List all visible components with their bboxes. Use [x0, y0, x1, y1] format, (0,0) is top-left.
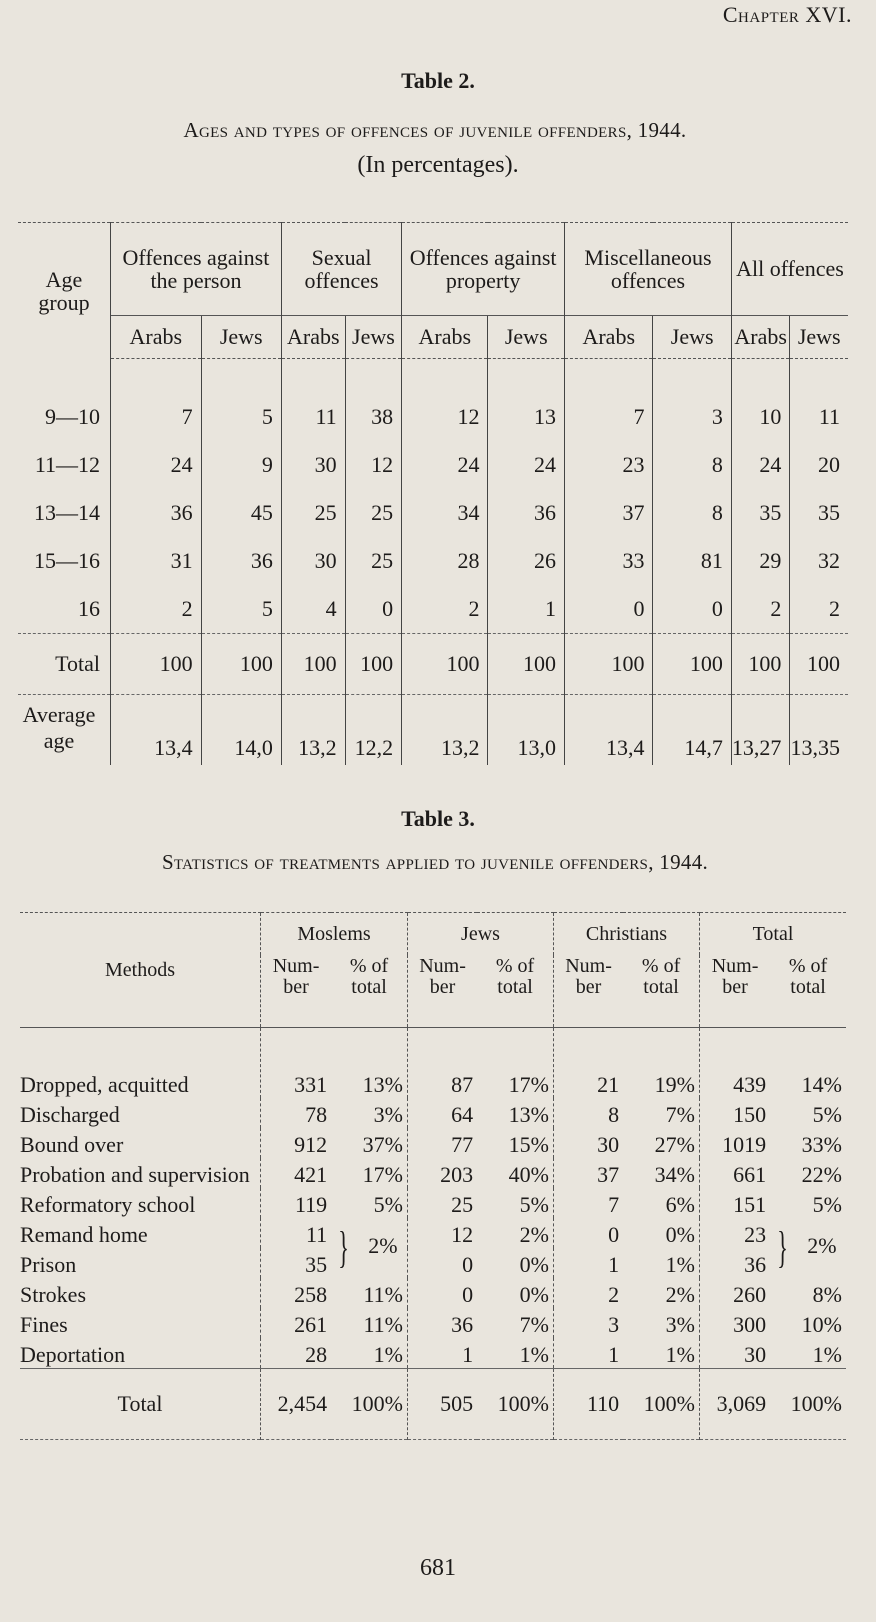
value-cell: 25 [407, 1188, 477, 1218]
sub-header: Num-ber [407, 955, 477, 1028]
value-cell: 81 [653, 537, 731, 585]
value-cell: 38 [345, 359, 402, 442]
value-cell: 22% [801, 1162, 842, 1187]
value-cell: 13,0 [488, 695, 565, 766]
table-row [18, 585, 848, 634]
value-cell: 11% [363, 1312, 403, 1337]
value-cell: 35 [261, 1248, 332, 1278]
value-cell: 87 [407, 1028, 477, 1099]
value-cell: 26 [488, 537, 565, 585]
age-group-cell: 9—10 [45, 403, 100, 429]
chapter-heading: Chapter XVI. [722, 2, 852, 27]
value-cell: 2 [553, 1278, 623, 1308]
sub-header: Jews [790, 316, 848, 359]
value-cell: 13,4 [111, 695, 202, 766]
total-row [18, 634, 848, 695]
table-row [18, 441, 848, 489]
value-cell: 11 [790, 359, 848, 442]
sub-header: Arabs [565, 316, 653, 359]
value-cell: 1 [488, 585, 565, 634]
group-header: Sexual offences [281, 223, 401, 316]
value-cell: 36 [201, 537, 281, 585]
rule [20, 1440, 846, 1443]
value-text: 2% [368, 1233, 398, 1259]
value-cell: 9 [201, 441, 281, 489]
value-cell: 0 [407, 1248, 477, 1278]
value-cell: 258 [261, 1278, 332, 1308]
value-cell: 7% [519, 1312, 549, 1337]
group-header: Moslems [261, 913, 408, 956]
value-cell: 40% [508, 1162, 549, 1187]
value-cell: 11% [363, 1282, 403, 1307]
value-cell: 11 [281, 359, 345, 442]
value-cell: 8 [653, 489, 731, 537]
value-cell: 25 [281, 489, 345, 537]
value-cell: 2% [665, 1282, 695, 1307]
value-cell: 100 [731, 634, 790, 695]
method-cell: Reformatory school [20, 1192, 196, 1217]
value-cell: 30 [281, 441, 345, 489]
row-label: Total [20, 1369, 261, 1440]
value-cell: 23 [565, 441, 653, 489]
value-cell: 100 [488, 634, 565, 695]
value-cell: 5 [201, 585, 281, 634]
table-3-label: Table 3. [401, 806, 475, 831]
table-row [20, 1128, 846, 1158]
value-cell: 912 [261, 1128, 332, 1158]
value-cell: 5 [201, 359, 281, 442]
group-header: Total [700, 913, 847, 956]
value-cell: 100 [201, 634, 281, 695]
value-cell [770, 1218, 846, 1278]
method-cell: Probation and supervision [20, 1162, 250, 1187]
value-cell: 35 [731, 489, 790, 537]
value-cell: 1% [665, 1342, 695, 1367]
value-cell: 36 [700, 1248, 771, 1278]
sub-header: % of total [770, 955, 846, 1028]
value-cell: 203 [407, 1158, 477, 1188]
table-2-title: Ages and types of offences of juvenile offenders, 1944. [183, 118, 687, 142]
sub-header: % of total [331, 955, 407, 1028]
group-header: Offences against property [402, 223, 565, 316]
sub-header: Arabs [402, 316, 488, 359]
value-cell: 17% [508, 1072, 549, 1097]
total-row [20, 1369, 846, 1440]
value-cell: 3 [653, 359, 731, 442]
value-cell: 13,4 [565, 695, 653, 766]
table-row [20, 1278, 846, 1308]
table-row [20, 1028, 846, 1099]
value-cell: 13,27 [731, 695, 790, 766]
value-cell: 14,0 [201, 695, 281, 766]
age-group-cell: 16 [78, 596, 100, 621]
value-cell: 32 [790, 537, 848, 585]
value-cell: 7 [111, 359, 202, 442]
group-header: Miscellaneous offences [565, 223, 732, 316]
value-cell: 28 [261, 1338, 332, 1369]
value-cell: 100 [345, 634, 402, 695]
table-3-title: Statistics of treatments applied to juvenile offenders, 1944. [161, 850, 709, 874]
juvenile-treatments-table [20, 912, 846, 1442]
value-cell: 110 [553, 1369, 623, 1440]
value-cell: 78 [261, 1098, 332, 1128]
row-label: Total [18, 634, 111, 695]
value-cell: 100 [402, 634, 488, 695]
value-cell: 37 [553, 1158, 623, 1188]
value-cell: 24 [488, 441, 565, 489]
method-cell: Fines [20, 1312, 68, 1337]
value-cell: 5% [812, 1192, 842, 1217]
value-cell: 37% [362, 1132, 403, 1157]
value-text: 2% [807, 1233, 837, 1259]
sub-header: Num-ber [700, 955, 771, 1028]
value-cell: 2 [790, 585, 848, 634]
value-cell: 12,2 [345, 695, 402, 766]
value-cell: 27% [654, 1132, 695, 1157]
value-cell: 20 [790, 441, 848, 489]
value-cell: 13% [362, 1072, 403, 1097]
value-cell: 34 [402, 489, 488, 537]
value-cell: 0 [653, 585, 731, 634]
method-cell: Remand home [20, 1222, 148, 1247]
table-row [20, 1218, 846, 1248]
value-cell: 260 [700, 1278, 771, 1308]
value-cell: 300 [700, 1308, 771, 1338]
value-cell: 7 [553, 1188, 623, 1218]
value-cell: 24 [111, 441, 202, 489]
value-cell: 1% [373, 1342, 403, 1367]
value-cell: 0 [553, 1218, 623, 1248]
value-cell: 29 [731, 537, 790, 585]
value-cell: 1 [553, 1338, 623, 1369]
row-label: Average age [18, 695, 111, 766]
table-row [18, 537, 848, 585]
value-cell: 1 [407, 1338, 477, 1369]
value-cell: 8% [812, 1282, 842, 1307]
value-cell: 3% [373, 1102, 403, 1127]
value-cell: 119 [261, 1188, 332, 1218]
value-cell: 1% [519, 1342, 549, 1367]
value-cell: 19% [654, 1072, 695, 1097]
value-cell: 421 [261, 1158, 332, 1188]
value-cell: 2% [519, 1222, 549, 1247]
value-cell: 13,2 [402, 695, 488, 766]
value-cell: 100% [477, 1369, 553, 1440]
value-cell: 33 [565, 537, 653, 585]
value-cell: 1% [812, 1342, 842, 1367]
value-cell: 3,069 [700, 1369, 771, 1440]
value-cell: 36 [111, 489, 202, 537]
value-cell: 150 [700, 1098, 771, 1128]
value-cell: 331 [261, 1028, 332, 1099]
value-cell: 8 [653, 441, 731, 489]
value-cell: 0 [407, 1278, 477, 1308]
sub-header: % of total [477, 955, 553, 1028]
method-cell: Dropped, acquitted [20, 1072, 189, 1097]
sub-header: Jews [653, 316, 731, 359]
method-cell: Discharged [20, 1102, 120, 1127]
value-cell: 0% [519, 1282, 549, 1307]
method-cell: Bound over [20, 1132, 124, 1157]
value-cell: 15% [508, 1132, 549, 1157]
value-cell: 505 [407, 1369, 477, 1440]
value-cell: 261 [261, 1308, 332, 1338]
table-row [20, 1098, 846, 1128]
value-cell: 100% [331, 1369, 407, 1440]
value-cell: 7 [565, 359, 653, 442]
value-cell: 14% [801, 1072, 842, 1097]
value-cell: 10% [801, 1312, 842, 1337]
value-cell: 0% [665, 1222, 695, 1247]
value-cell: 36 [407, 1308, 477, 1338]
value-cell: 100 [653, 634, 731, 695]
value-cell: 30 [700, 1338, 771, 1369]
group-header: Christians [553, 913, 699, 956]
value-cell: 12 [402, 359, 488, 442]
value-cell: 1% [665, 1252, 695, 1277]
methods-header: Methods [20, 913, 261, 1028]
value-cell: 100 [281, 634, 345, 695]
value-cell: 3 [553, 1308, 623, 1338]
value-cell: 12 [345, 441, 402, 489]
value-cell: 14,7 [653, 695, 731, 766]
value-cell: 24 [402, 441, 488, 489]
value-cell: 64 [407, 1098, 477, 1128]
sub-header: Arabs [281, 316, 345, 359]
value-cell: 37 [565, 489, 653, 537]
value-cell: 36 [488, 489, 565, 537]
age-group-header: Age group [18, 223, 111, 359]
group-header: All offences [731, 223, 848, 316]
table-row [18, 359, 848, 442]
table-row [18, 489, 848, 537]
table-row [20, 1188, 846, 1218]
value-cell: 439 [700, 1028, 771, 1099]
value-cell: 5% [373, 1192, 403, 1217]
value-cell: 25 [345, 489, 402, 537]
value-cell: 30 [553, 1128, 623, 1158]
value-cell: 5% [519, 1192, 549, 1217]
sub-header: Jews [345, 316, 402, 359]
table-bottom-rule [20, 1440, 846, 1443]
value-cell: 661 [700, 1158, 771, 1188]
age-group-cell: 13—14 [34, 500, 100, 525]
value-cell: 12 [407, 1218, 477, 1248]
value-cell: 77 [407, 1128, 477, 1158]
sub-header: Jews [201, 316, 281, 359]
sub-header: Num-ber [261, 955, 332, 1028]
table-2-subtitle: (In percentages). [357, 152, 519, 178]
table-row [20, 1338, 846, 1369]
value-cell: 45 [201, 489, 281, 537]
value-cell: 34% [654, 1162, 695, 1187]
value-cell: 5% [812, 1102, 842, 1127]
value-cell: 7% [665, 1102, 695, 1127]
value-cell: 100 [111, 634, 202, 695]
value-cell: 11 [261, 1218, 332, 1248]
table-2-label: Table 2. [401, 68, 475, 93]
value-cell: 2,454 [261, 1369, 332, 1440]
value-cell: 0 [345, 585, 402, 634]
value-cell: 35 [790, 489, 848, 537]
value-cell: 13,2 [281, 695, 345, 766]
sub-header: % of total [623, 955, 699, 1028]
value-cell: 25 [345, 537, 402, 585]
value-cell: 13 [488, 359, 565, 442]
value-cell: 100 [790, 634, 848, 695]
value-cell: 21 [553, 1028, 623, 1099]
age-group-cell: 11—12 [34, 452, 100, 477]
method-cell: Deportation [20, 1342, 126, 1367]
value-cell: 3% [665, 1312, 695, 1337]
sub-header: Arabs [731, 316, 790, 359]
value-cell: 2 [731, 585, 790, 634]
value-cell: 100% [770, 1369, 846, 1440]
brace-icon: } [777, 1223, 788, 1272]
group-header: Jews [407, 913, 553, 956]
value-cell: 100 [565, 634, 653, 695]
value-cell: 6% [665, 1192, 695, 1217]
value-cell [331, 1218, 407, 1278]
method-cell: Prison [20, 1252, 77, 1277]
page-number: 681 [420, 1555, 456, 1581]
value-cell: 33% [801, 1132, 842, 1157]
value-cell: 23 [700, 1218, 771, 1248]
value-cell: 2 [402, 585, 488, 634]
age-group-cell: 15—16 [34, 548, 100, 573]
value-cell: 8 [553, 1098, 623, 1128]
value-cell: 4 [281, 585, 345, 634]
value-cell: 24 [731, 441, 790, 489]
value-cell: 13,35 [790, 695, 848, 766]
brace-icon: } [338, 1223, 349, 1272]
value-cell: 1019 [700, 1128, 771, 1158]
value-cell: 30 [281, 537, 345, 585]
value-cell: 2 [111, 585, 202, 634]
value-cell: 31 [111, 537, 202, 585]
sub-header: Jews [488, 316, 565, 359]
table-row [20, 1248, 846, 1278]
table-row [20, 1308, 846, 1338]
value-cell: 28 [402, 537, 488, 585]
value-cell: 1 [553, 1248, 623, 1278]
value-cell: 0% [519, 1252, 549, 1277]
value-cell: 0 [565, 585, 653, 634]
average-age-row [18, 695, 848, 766]
value-cell: 10 [731, 359, 790, 442]
juvenile-offences-age-table [18, 222, 848, 765]
sub-header: Arabs [111, 316, 202, 359]
group-header: Offences against the person [111, 223, 282, 316]
value-cell: 17% [362, 1162, 403, 1187]
table-row [20, 1158, 846, 1188]
method-cell: Strokes [20, 1282, 86, 1307]
value-cell: 151 [700, 1188, 771, 1218]
sub-header: Num-ber [553, 955, 623, 1028]
value-cell: 13% [508, 1102, 549, 1127]
value-cell: 100% [623, 1369, 699, 1440]
